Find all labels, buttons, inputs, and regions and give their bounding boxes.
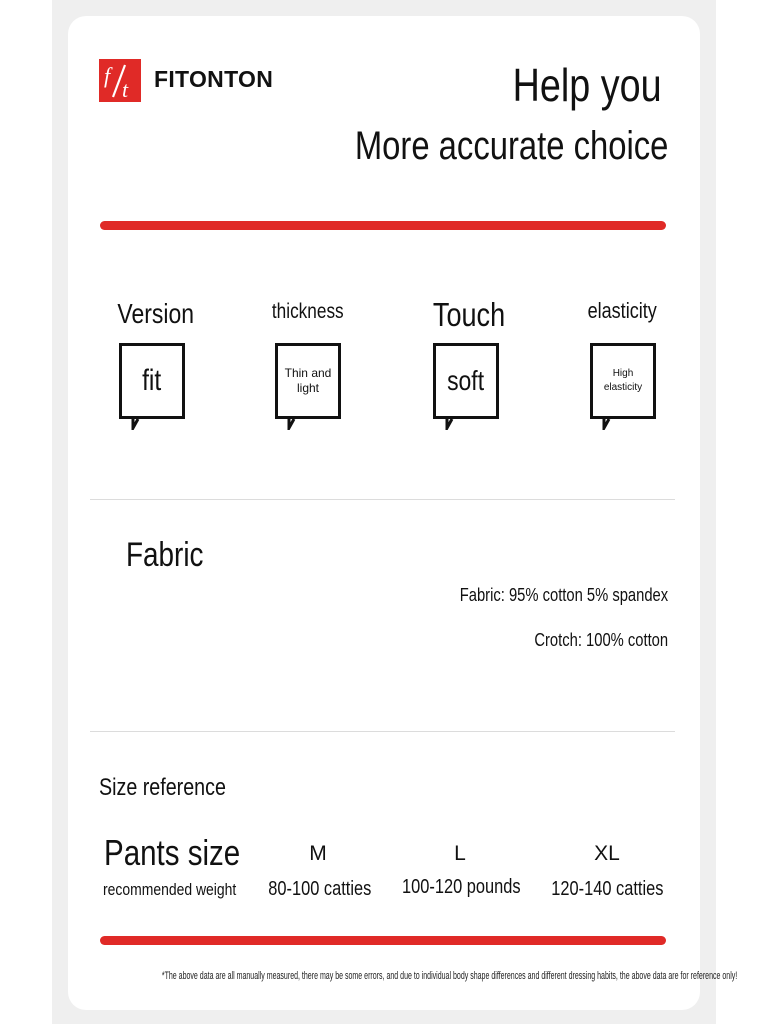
attr-title-elasticity: elasticity — [587, 298, 657, 323]
brand-logo-icon — [99, 59, 141, 102]
bubble-tail-icon — [287, 416, 305, 430]
size-xl: XL — [594, 842, 620, 865]
pants-size-label: Pants size — [104, 832, 241, 873]
attr-bubble-thickness: Thin and light — [275, 343, 341, 419]
section-divider — [90, 499, 675, 500]
header-title: Help you — [513, 59, 662, 111]
bubble-tail-icon — [602, 416, 620, 430]
svg-text:t: t — [122, 77, 129, 102]
recommended-weight-label: recommended weight — [103, 880, 237, 899]
footnote: *The above data are all manually measured, there may be some errors, and due to individual body shape differences and different dressing habits, the above data are for reference only! — [161, 970, 738, 982]
bubble-tail-icon — [445, 416, 463, 430]
svg-text:f: f — [104, 63, 111, 88]
attr-title-version: Version — [117, 298, 195, 329]
brand-name: FITONTON — [154, 66, 274, 92]
attr-bubble-elasticity: High elasticity — [590, 343, 656, 419]
attr-bubble-version: fit — [119, 343, 185, 419]
size-l: L — [454, 842, 466, 865]
section-divider — [90, 731, 675, 732]
crotch-composition: Crotch: 100% cotton — [534, 630, 668, 650]
top-red-divider — [100, 221, 666, 230]
fabric-title: Fabric — [126, 536, 204, 574]
size-reference-title: Size reference — [99, 774, 226, 801]
weight-l: 100-120 pounds — [401, 876, 521, 898]
fabric-composition: Fabric: 95% cotton 5% spandex — [459, 585, 668, 605]
weight-xl: 120-140 catties — [550, 878, 664, 900]
bubble-tail-icon — [131, 416, 149, 430]
attr-title-thickness: thickness — [272, 300, 344, 323]
bottom-red-divider — [100, 936, 666, 945]
size-m: M — [309, 842, 327, 865]
attr-title-touch: Touch — [432, 296, 506, 333]
attr-bubble-touch: soft — [433, 343, 499, 419]
header-subtitle: More accurate choice — [354, 124, 668, 168]
weight-m: 80-100 catties — [268, 878, 372, 900]
